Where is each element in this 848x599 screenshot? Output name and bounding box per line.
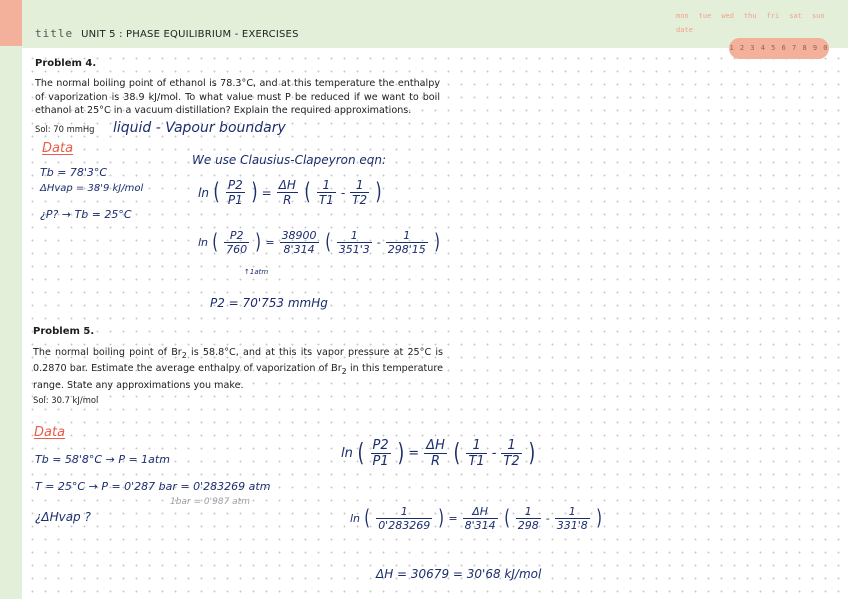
p5-question-note: ¿ΔHvap ? (35, 510, 91, 524)
p5-clausius-equation: ln ( $\frac{P2}{P1}$ ) = $\frac{\Delta H}{R}$ ( $\frac{1}{T1}$ - $\frac{1}{T2}$ ) (341, 438, 535, 469)
title-label: title (35, 27, 74, 40)
one-symbol: 1 (322, 178, 331, 192)
ln-symbol: ln (350, 512, 361, 525)
p2-symbol: P2 (229, 229, 244, 242)
ln-symbol: ln (198, 185, 209, 200)
p2-symbol: P2 (372, 438, 389, 453)
t2-symbol: T2 (352, 193, 368, 207)
p4-boundary-note: liquid - Vapour boundary (113, 120, 286, 136)
weekday-wed: wed (721, 12, 734, 20)
one-symbol: 1 (507, 438, 516, 453)
p1-symbol: P1 (227, 193, 243, 207)
t2-value: 331'8 (556, 519, 588, 532)
p5-data-label: Data (34, 425, 66, 440)
p4-result: P2 = 70'753 mmHg (210, 296, 328, 310)
statement-text: The normal boiling point of Br (33, 347, 182, 358)
weekday-mon: mon (676, 12, 689, 20)
p4-question-note: ¿P? → Tb = 25°C (40, 208, 132, 221)
p4-clausius-equation: ln ( $\frac{P2}{P1}$ ) = $\frac{\Delta H}{R}$ ( $\frac{1}{T1}$ - $\frac{1}{T2}$ ) (198, 178, 382, 207)
dh-symbol: ΔH (426, 438, 445, 453)
p5-result: ΔH = 30679 = 30'68 kJ/mol (376, 567, 542, 581)
ratio-den-value: 0'283269 (378, 519, 431, 532)
ln-symbol: ln (198, 236, 209, 249)
p5-tb-note: Tb = 58'8°C → P = 1atm (35, 453, 170, 466)
page-title: UNIT 5 : PHASE EQUILIBRIUM - EXERCISES (81, 29, 299, 40)
p1-symbol: P1 (372, 454, 389, 469)
problem5-heading: Problem 5. (33, 326, 95, 337)
problem4-heading: Problem 4. (35, 58, 97, 69)
weekday-sat: sat (789, 12, 802, 20)
date-label: date (676, 26, 693, 34)
problem4-solution: Sol: 70 mmHg (35, 124, 95, 134)
month-number-pill: 1 2 3 4 5 6 7 8 9 0 (729, 38, 829, 59)
left-margin-band (0, 0, 22, 599)
t1-value: 298 (517, 519, 539, 532)
one-symbol: 1 (524, 505, 532, 518)
problem5-solution: Sol: 30.7 kJ/mol (33, 395, 99, 405)
dh-symbol: ΔH (278, 178, 296, 192)
dh-value: 38900 (281, 229, 317, 242)
header-title-row (35, 27, 299, 40)
dh-symbol: ΔH (472, 505, 488, 518)
t1-value: 351'3 (338, 243, 370, 256)
p5-bar-note: 1bar = 0'987 atm (170, 497, 250, 507)
p4-method-note: We use Clausius-Clapeyron eqn: (192, 153, 387, 167)
t1-symbol: T1 (468, 454, 485, 469)
r-value: 8'314 (283, 243, 315, 256)
weekday-fri: fri (766, 12, 780, 20)
r-symbol: R (430, 454, 441, 469)
t2-symbol: T2 (503, 454, 520, 469)
p4-substituted-equation: ln ( $\frac{P2}{760}$ ) = $\frac{38900}{8'314}$ ( $\frac{1}{351'3}$ - $\frac{1}{298'15}$ ) (198, 229, 440, 256)
p4-dh-note: ΔHvap = 38'9 kJ/mol (40, 183, 144, 194)
subscript: 2 (341, 367, 347, 377)
statement-text: in this temperature range. State any approximations you make. (33, 363, 443, 391)
p4-data-label: Data (42, 141, 74, 156)
p4-tb-note: Tb = 78'3°C (40, 166, 108, 179)
weekday-thu: thu (743, 12, 757, 20)
p4-atm-note: ↑1atm (244, 268, 269, 276)
r-value: 8'314 (464, 519, 496, 532)
weekday-sun: sun (811, 12, 825, 20)
one-symbol: 1 (400, 505, 408, 518)
corner-tab (0, 0, 22, 46)
weekday-row (676, 12, 825, 20)
p5-t-note: T = 25°C → P = 0'287 bar = 0'283269 atm (35, 480, 271, 493)
weekday-tue: tue (698, 12, 712, 20)
p760-value: 760 (226, 243, 248, 256)
t1-symbol: T1 (318, 193, 334, 207)
problem4-statement: The normal boiling point of ethanol is 78.3°C, and at this temperature the enthalpy of vaporization is 38.9 kJ/mol. To what value must P be reduced if we want to boil ethanol at 25°C in a vacuum distillation? Explain the required approximations. (35, 78, 440, 116)
subscript: 2 (181, 350, 187, 360)
t2-value: 298'15 (387, 243, 426, 256)
one-symbol: 1 (568, 505, 576, 518)
problem5-statement (33, 346, 443, 392)
notebook-header (22, 0, 848, 48)
p2-symbol: P2 (227, 178, 243, 192)
ln-symbol: ln (341, 446, 353, 461)
p5-substituted-equation: ln ( $\frac{1}{0'283269}$ ) = $\frac{\Delta H}{8'314}$ ( $\frac{1}{298}$ - $\frac{1}{331'8}$ ) (350, 505, 602, 532)
one-symbol: 1 (355, 178, 364, 192)
one-symbol: 1 (472, 438, 481, 453)
r-symbol: R (283, 193, 292, 207)
statement-text: is 58.8°C, and at this its vapor pressure at 25°C is 0.2870 bar. Estimate the average enthalpy of vaporization of Br (33, 347, 443, 375)
one-symbol: 1 (350, 229, 358, 242)
one-symbol: 1 (403, 229, 411, 242)
